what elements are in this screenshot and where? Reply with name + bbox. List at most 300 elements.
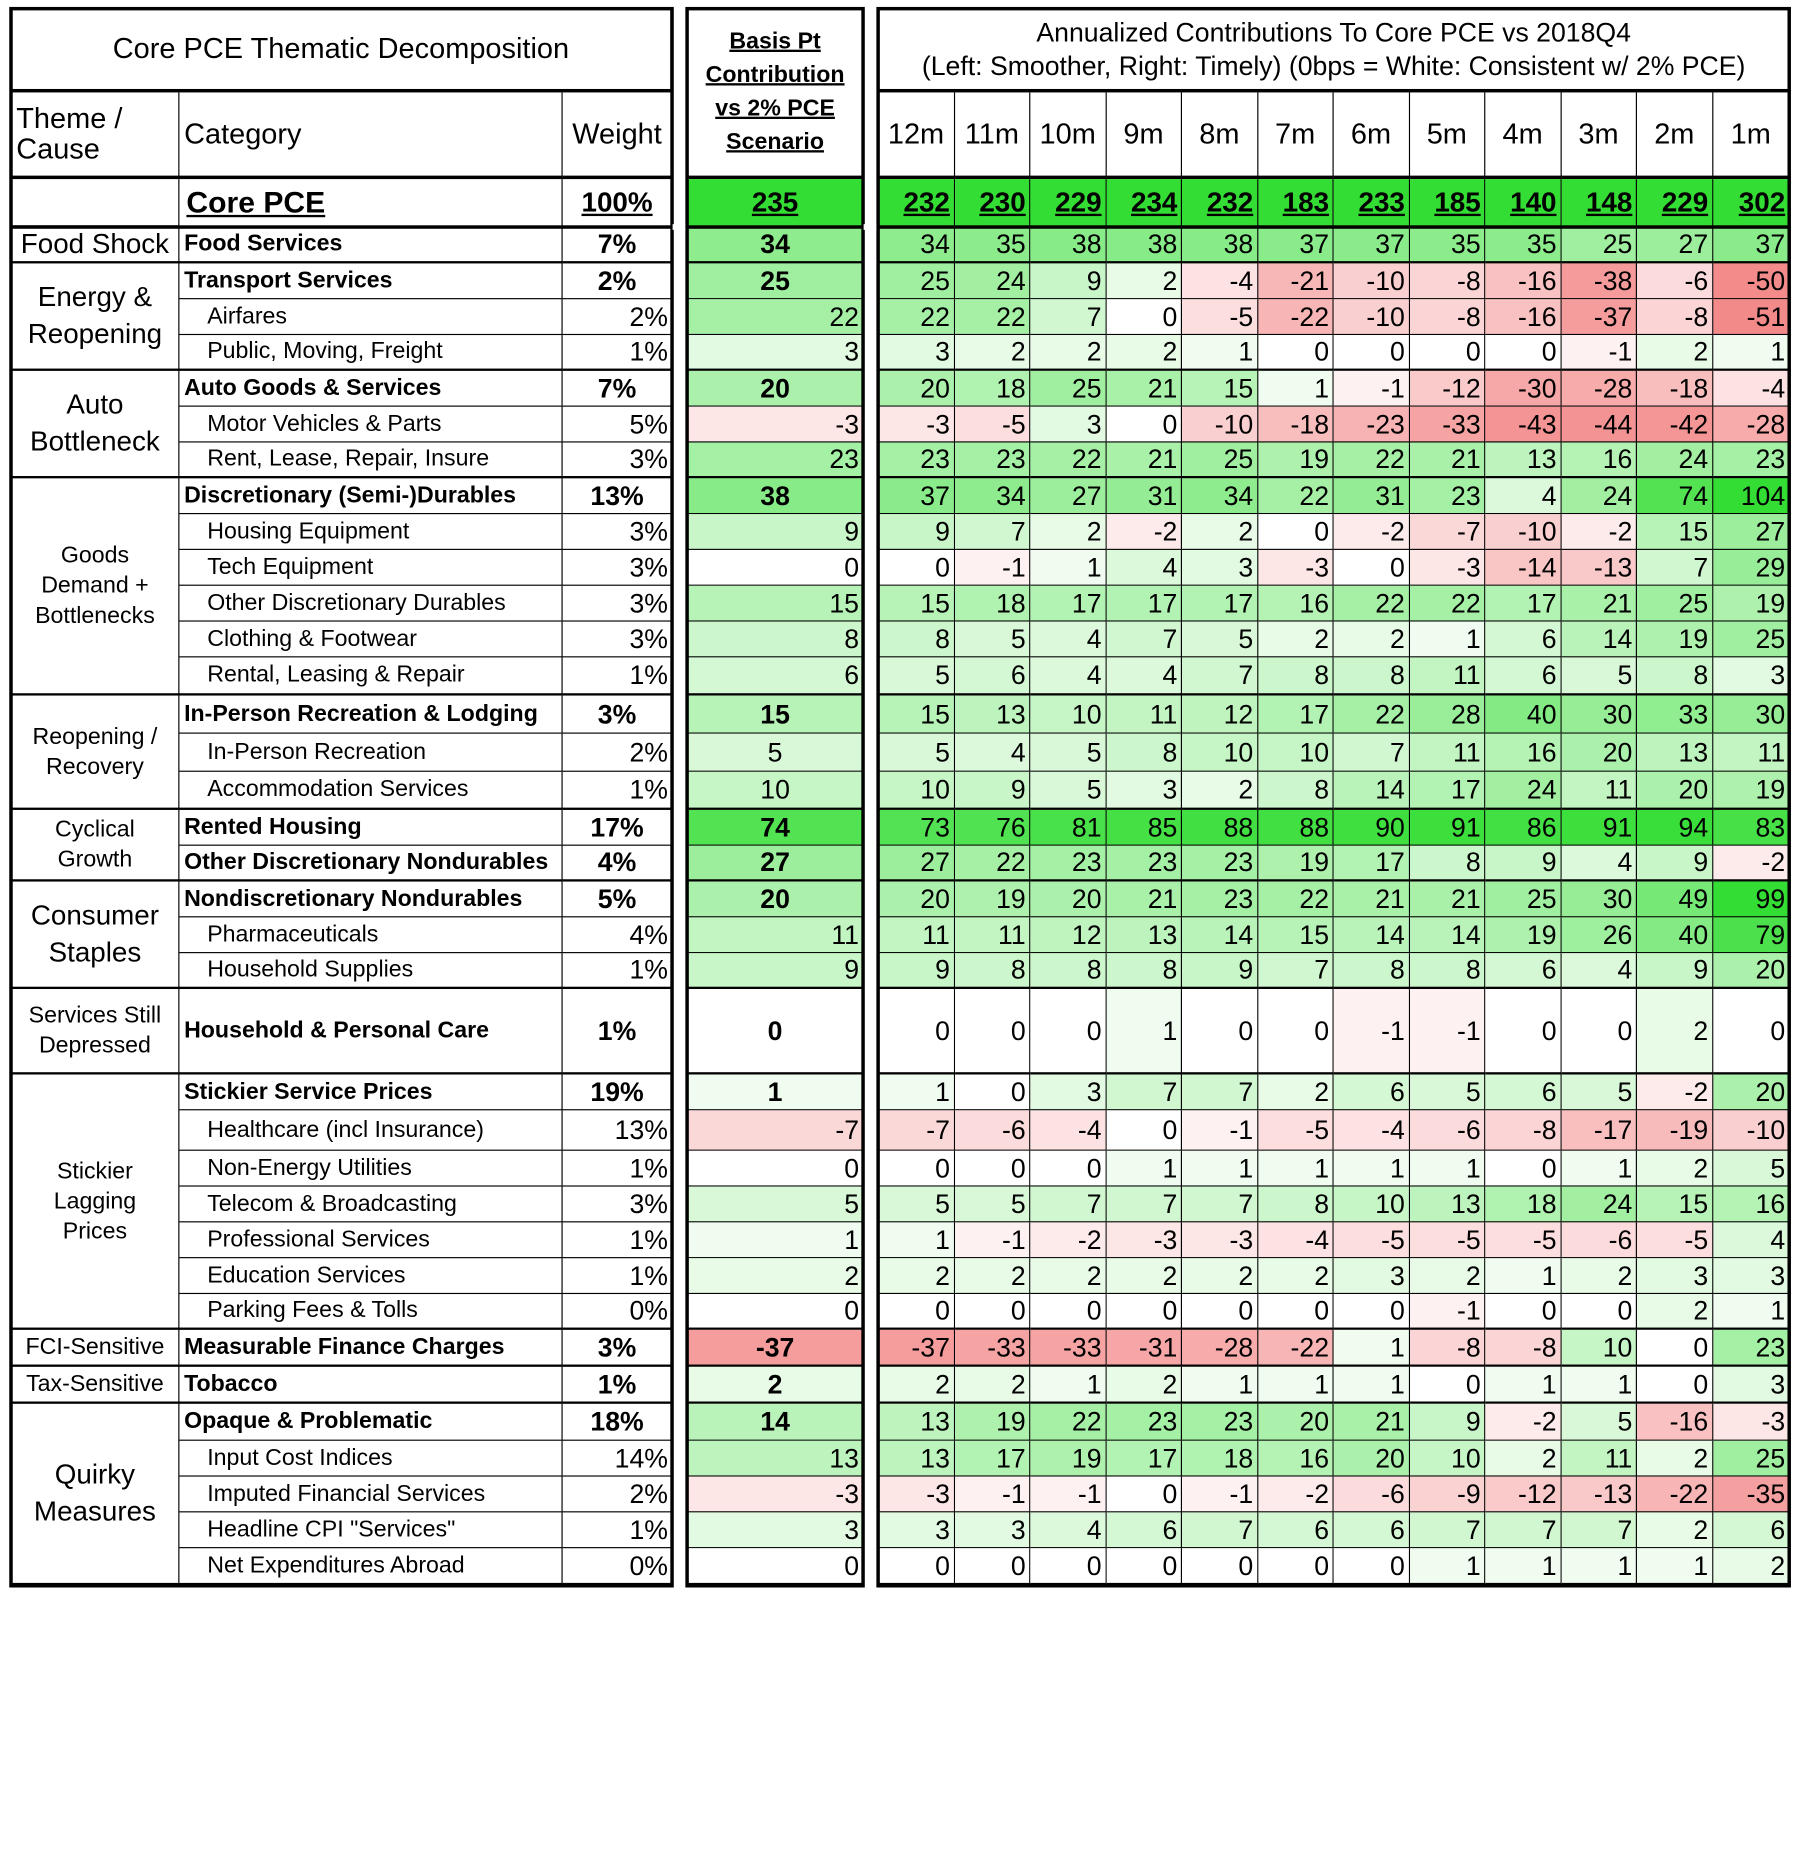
value-cell: 0	[1030, 1294, 1106, 1330]
value-cell: 0	[879, 1548, 955, 1585]
value-cell: 16	[1258, 586, 1334, 622]
value-cell: 1	[1106, 989, 1182, 1074]
value-cell: 1	[1409, 622, 1485, 658]
value-cell: 9	[955, 772, 1031, 810]
theme-label: FCI-Sensitive	[12, 1330, 180, 1367]
value-cell: 23	[1409, 478, 1485, 514]
value-cell: 2	[955, 1258, 1031, 1294]
value-cell: 140	[1485, 179, 1561, 228]
value-cell: 91	[1409, 810, 1485, 846]
value-cell: 17	[1106, 1441, 1182, 1477]
value-cell: 22	[879, 299, 955, 335]
value-cell: 1	[1030, 1367, 1106, 1404]
value-cell: 5	[1561, 657, 1637, 695]
value-cell: 73	[879, 810, 955, 846]
weight-value: 3%	[563, 1330, 672, 1367]
contribution-value: 5	[688, 734, 863, 772]
contribution-value: -3	[688, 407, 863, 443]
value-cell: 14	[1561, 622, 1637, 658]
value-cell: 4	[1713, 1222, 1789, 1258]
value-cell: -10	[1485, 514, 1561, 550]
category-label: Measurable Finance Charges	[179, 1330, 562, 1367]
value-cell: 0	[955, 1294, 1031, 1330]
value-cell: -3	[879, 407, 955, 443]
value-cell: 19	[1485, 917, 1561, 953]
weight-value: 1%	[563, 1151, 672, 1187]
value-cell: 2	[1258, 1075, 1334, 1111]
contribution-value: 0	[688, 989, 863, 1074]
value-cell: 37	[1713, 228, 1789, 264]
value-cell: 2	[1334, 622, 1410, 658]
value-cell: 27	[1713, 514, 1789, 550]
value-cell: 302	[1713, 179, 1789, 228]
weight-value: 18%	[563, 1404, 672, 1441]
value-cell: 33	[1637, 696, 1713, 734]
value-cell: 0	[879, 989, 955, 1074]
value-cell: 2	[1637, 1294, 1713, 1330]
value-cell: 35	[955, 228, 1031, 264]
value-cell: 81	[1030, 810, 1106, 846]
value-cell: -14	[1485, 550, 1561, 586]
value-cell: 0	[1485, 1294, 1561, 1330]
value-cell: -1	[1334, 989, 1410, 1074]
value-cell: 5	[879, 734, 955, 772]
category-label: Airfares	[179, 299, 562, 335]
value-cell: 20	[1030, 882, 1106, 918]
value-cell: 2	[1637, 1512, 1713, 1548]
category-label: Opaque & Problematic	[179, 1404, 562, 1441]
value-cell: 23	[1182, 882, 1258, 918]
value-cell: -4	[1182, 263, 1258, 299]
value-cell: 35	[1409, 228, 1485, 264]
weight-value: 13%	[563, 1110, 672, 1150]
value-cell: -1	[1561, 335, 1637, 371]
value-cell: 88	[1182, 810, 1258, 846]
value-cell: 17	[1485, 586, 1561, 622]
value-cell: 5	[1561, 1075, 1637, 1111]
value-cell: -7	[879, 1110, 955, 1150]
value-cell: 4	[955, 734, 1031, 772]
value-cell: 20	[1713, 953, 1789, 989]
value-cell: 19	[1713, 772, 1789, 810]
value-cell: 3	[879, 1512, 955, 1548]
value-cell: 0	[879, 1294, 955, 1330]
value-cell: 0	[1637, 1330, 1713, 1367]
value-cell: 11	[1713, 734, 1789, 772]
category-label: Other Discretionary Durables	[179, 586, 562, 622]
value-cell: 7	[1182, 1075, 1258, 1111]
value-cell: 31	[1334, 478, 1410, 514]
contribution-value: 23	[688, 443, 863, 479]
value-cell: 8	[1030, 953, 1106, 989]
value-cell: 0	[1182, 1294, 1258, 1330]
value-cell: 1	[879, 1222, 955, 1258]
value-cell: 0	[1030, 1548, 1106, 1585]
value-cell: -1	[1182, 1477, 1258, 1513]
col-header-contribution: Basis Pt Contribution vs 2% PCE Scenario	[688, 9, 863, 179]
value-cell: -1	[1409, 989, 1485, 1074]
value-cell: -33	[955, 1330, 1031, 1367]
value-cell: 29	[1713, 550, 1789, 586]
value-cell: 20	[1334, 1441, 1410, 1477]
period-header: 12m	[879, 92, 955, 179]
value-cell: 31	[1106, 478, 1182, 514]
value-cell: 30	[1713, 696, 1789, 734]
contribution-value: -37	[688, 1330, 863, 1367]
value-cell: 19	[955, 882, 1031, 918]
value-cell: 1	[1561, 1151, 1637, 1187]
value-cell: 6	[955, 657, 1031, 695]
value-cell: -10	[1334, 263, 1410, 299]
value-cell: 19	[1258, 846, 1334, 882]
period-header: 2m	[1637, 92, 1713, 179]
value-cell: 2	[879, 1258, 955, 1294]
value-cell: 1	[1637, 1548, 1713, 1585]
value-cell: 0	[1258, 1548, 1334, 1585]
value-cell: 25	[1561, 228, 1637, 264]
value-cell: 9	[879, 953, 955, 989]
value-cell: -37	[879, 1330, 955, 1367]
period-header: 7m	[1258, 92, 1334, 179]
category-label: Rent, Lease, Repair, Insure	[179, 443, 562, 479]
value-cell: 22	[1409, 586, 1485, 622]
value-cell: 6	[1485, 953, 1561, 989]
value-cell: 25	[1713, 1441, 1789, 1477]
value-cell: -12	[1485, 1477, 1561, 1513]
category-label: Rental, Leasing & Repair	[179, 657, 562, 695]
value-cell: 38	[1182, 228, 1258, 264]
value-cell: 20	[1637, 772, 1713, 810]
value-cell: 9	[879, 514, 955, 550]
value-cell: -17	[1561, 1110, 1637, 1150]
contribution-value: 10	[688, 772, 863, 810]
value-cell: 8	[1409, 953, 1485, 989]
contribution-value: 25	[688, 263, 863, 299]
value-cell: 49	[1637, 882, 1713, 918]
value-cell: 21	[1409, 443, 1485, 479]
value-cell: -5	[1637, 1222, 1713, 1258]
value-cell: -1	[1334, 371, 1410, 407]
value-cell: 79	[1713, 917, 1789, 953]
value-cell: -2	[1713, 846, 1789, 882]
value-cell: -22	[1258, 299, 1334, 335]
contribution-value: 235	[688, 179, 863, 228]
value-cell: 8	[1409, 846, 1485, 882]
value-cell: 2	[1637, 1151, 1713, 1187]
value-cell: 1	[1258, 1151, 1334, 1187]
value-cell: 11	[1561, 772, 1637, 810]
weight-value: 7%	[563, 371, 672, 407]
value-cell: 25	[1637, 586, 1713, 622]
value-cell: -4	[1258, 1222, 1334, 1258]
value-cell: 2	[1106, 1367, 1182, 1404]
value-cell: -5	[1258, 1110, 1334, 1150]
value-cell: -18	[1258, 407, 1334, 443]
weight-value: 1%	[563, 953, 672, 989]
value-cell: -37	[1561, 299, 1637, 335]
value-cell: 2	[955, 1367, 1031, 1404]
total-row-separator	[12, 225, 1789, 228]
category-label: Accommodation Services	[179, 772, 562, 810]
value-cell: 21	[1106, 882, 1182, 918]
value-cell: 8	[1106, 953, 1182, 989]
value-cell: 24	[1485, 772, 1561, 810]
value-cell: 3	[1334, 1258, 1410, 1294]
value-cell: 5	[879, 1187, 955, 1223]
value-cell: 34	[1182, 478, 1258, 514]
value-cell: 23	[879, 443, 955, 479]
theme-label: Food Shock	[12, 228, 180, 264]
value-cell: 40	[1485, 696, 1561, 734]
value-cell: 17	[1409, 772, 1485, 810]
period-header: 8m	[1182, 92, 1258, 179]
value-cell: -9	[1409, 1477, 1485, 1513]
value-cell: 21	[1334, 1404, 1410, 1441]
value-cell: 22	[955, 846, 1031, 882]
value-cell: 6	[1485, 1075, 1561, 1111]
value-cell: 15	[1258, 917, 1334, 953]
value-cell: -8	[1485, 1110, 1561, 1150]
value-cell: 12	[1030, 917, 1106, 953]
value-cell: 14	[1182, 917, 1258, 953]
value-cell: 0	[955, 1151, 1031, 1187]
value-cell: 37	[1258, 228, 1334, 264]
col-header-category: Category	[179, 92, 562, 179]
value-cell: 15	[879, 586, 955, 622]
value-cell: 21	[1409, 882, 1485, 918]
weight-value: 1%	[563, 335, 672, 371]
panel-title: Core PCE Thematic Decomposition	[12, 9, 672, 92]
theme-label: Tax-Sensitive	[12, 1367, 180, 1404]
value-cell: 183	[1258, 179, 1334, 228]
value-cell: 15	[1637, 514, 1713, 550]
value-cell: 20	[1713, 1075, 1789, 1111]
value-cell: 0	[1485, 335, 1561, 371]
contribution-value: 3	[688, 1512, 863, 1548]
value-cell: 1	[1182, 335, 1258, 371]
value-cell: 8	[955, 953, 1031, 989]
category-label: Headline CPI "Services"	[179, 1512, 562, 1548]
value-cell: 0	[1258, 514, 1334, 550]
value-cell: 2	[1030, 514, 1106, 550]
value-cell: -5	[1485, 1222, 1561, 1258]
value-cell: 1	[1485, 1548, 1561, 1585]
value-cell: 0	[1334, 1294, 1410, 1330]
value-cell: 25	[879, 263, 955, 299]
value-cell: 2	[1258, 1258, 1334, 1294]
value-cell: 1	[1182, 1151, 1258, 1187]
value-cell: 9	[1485, 846, 1561, 882]
value-cell: 3	[1713, 1367, 1789, 1404]
value-cell: 0	[1030, 1151, 1106, 1187]
value-cell: 230	[955, 179, 1031, 228]
value-cell: -3	[1713, 1404, 1789, 1441]
value-cell: -16	[1485, 263, 1561, 299]
weight-value: 5%	[563, 882, 672, 918]
value-cell: 10	[1561, 1330, 1637, 1367]
value-cell: -10	[1182, 407, 1258, 443]
value-cell: -3	[1258, 550, 1334, 586]
value-cell: 4	[1561, 953, 1637, 989]
weight-value: 3%	[563, 622, 672, 658]
value-cell: 232	[879, 179, 955, 228]
category-label: Input Cost Indices	[179, 1441, 562, 1477]
value-cell: 1	[1713, 335, 1789, 371]
weight-value: 1%	[563, 772, 672, 810]
value-cell: -33	[1409, 407, 1485, 443]
value-cell: -35	[1713, 1477, 1789, 1513]
value-cell: 5	[1030, 734, 1106, 772]
value-cell: 7	[1106, 622, 1182, 658]
value-cell: 23	[1713, 1330, 1789, 1367]
value-cell: -2	[1106, 514, 1182, 550]
value-cell: -8	[1409, 299, 1485, 335]
value-cell: -3	[1106, 1222, 1182, 1258]
weight-value: 1%	[563, 1258, 672, 1294]
weight-value: 3%	[563, 586, 672, 622]
value-cell: 19	[1030, 1441, 1106, 1477]
value-cell: 5	[1182, 622, 1258, 658]
value-cell: -4	[1030, 1110, 1106, 1150]
category-label: Nondiscretionary Nondurables	[179, 882, 562, 918]
category-label: Healthcare (incl Insurance)	[179, 1110, 562, 1150]
value-cell: 0	[1258, 335, 1334, 371]
value-cell: -5	[1409, 1222, 1485, 1258]
value-cell: 5	[955, 622, 1031, 658]
value-cell: 17	[1258, 696, 1334, 734]
value-cell: 0	[1106, 1477, 1182, 1513]
weight-value: 0%	[563, 1548, 672, 1585]
value-cell: 25	[1713, 622, 1789, 658]
theme-label: Services Still Depressed	[12, 989, 180, 1074]
value-cell: 16	[1713, 1187, 1789, 1223]
value-cell: -16	[1637, 1404, 1713, 1441]
value-cell: -2	[1030, 1222, 1106, 1258]
value-cell: -10	[1334, 299, 1410, 335]
value-cell: 0	[1409, 335, 1485, 371]
weight-value: 14%	[563, 1441, 672, 1477]
value-cell: 11	[1409, 657, 1485, 695]
value-cell: 27	[1637, 228, 1713, 264]
value-cell: 24	[955, 263, 1031, 299]
theme-blank	[12, 179, 180, 228]
value-cell: 8	[1334, 953, 1410, 989]
panel-gap	[673, 224, 686, 230]
value-cell: -6	[1561, 1222, 1637, 1258]
value-cell: -5	[1334, 1222, 1410, 1258]
value-cell: 4	[1030, 622, 1106, 658]
value-cell: 25	[1030, 371, 1106, 407]
contribution-value: 6	[688, 657, 863, 695]
value-cell: 25	[1182, 443, 1258, 479]
value-cell: 7	[1030, 1187, 1106, 1223]
category-label: In-Person Recreation	[179, 734, 562, 772]
value-cell: 7	[1030, 299, 1106, 335]
value-cell: 1	[1409, 1548, 1485, 1585]
value-cell: 1	[879, 1075, 955, 1111]
value-cell: 8	[1258, 1187, 1334, 1223]
value-cell: 0	[1106, 1548, 1182, 1585]
value-cell: 2	[1030, 1258, 1106, 1294]
value-cell: 20	[879, 371, 955, 407]
value-cell: 10	[1030, 696, 1106, 734]
value-cell: 5	[879, 657, 955, 695]
contribution-value: 14	[688, 1404, 863, 1441]
contribution-value: 3	[688, 335, 863, 371]
value-cell: 2	[1182, 514, 1258, 550]
panel-gap	[864, 224, 877, 230]
value-cell: 2	[1637, 989, 1713, 1074]
value-cell: 2	[1637, 335, 1713, 371]
value-cell: 6	[1334, 1075, 1410, 1111]
value-cell: 3	[1030, 407, 1106, 443]
value-cell: 1	[1334, 1367, 1410, 1404]
value-cell: 2	[1561, 1258, 1637, 1294]
value-cell: -3	[879, 1477, 955, 1513]
value-cell: 11	[1409, 734, 1485, 772]
value-cell: 1	[1258, 371, 1334, 407]
value-cell: 11	[955, 917, 1031, 953]
period-header: 6m	[1334, 92, 1410, 179]
category-label: Tech Equipment	[179, 550, 562, 586]
value-cell: -33	[1030, 1330, 1106, 1367]
weight-value: 2%	[563, 263, 672, 299]
value-cell: 13	[955, 696, 1031, 734]
value-cell: 8	[1258, 772, 1334, 810]
value-cell: 0	[1106, 1110, 1182, 1150]
value-cell: 11	[1561, 1441, 1637, 1477]
value-cell: 2	[1182, 772, 1258, 810]
value-cell: 1	[1258, 1367, 1334, 1404]
value-cell: 7	[1182, 1512, 1258, 1548]
value-cell: 13	[1106, 917, 1182, 953]
value-cell: 37	[1334, 228, 1410, 264]
contribution-value: 2	[688, 1258, 863, 1294]
value-cell: 2	[1182, 1258, 1258, 1294]
value-cell: -1	[1409, 1294, 1485, 1330]
value-cell: 15	[1182, 371, 1258, 407]
value-cell: 85	[1106, 810, 1182, 846]
value-cell: 23	[1182, 1404, 1258, 1441]
value-cell: 22	[1030, 1404, 1106, 1441]
value-cell: 19	[955, 1404, 1031, 1441]
value-cell: 86	[1485, 810, 1561, 846]
category-label: Auto Goods & Services	[179, 371, 562, 407]
value-cell: 20	[1561, 734, 1637, 772]
weight-value: 17%	[563, 810, 672, 846]
value-cell: 13	[1485, 443, 1561, 479]
value-cell: 22	[1334, 586, 1410, 622]
value-cell: 0	[1030, 989, 1106, 1074]
value-cell: 0	[1409, 1367, 1485, 1404]
value-cell: 3	[1030, 1075, 1106, 1111]
value-cell: 0	[1561, 989, 1637, 1074]
category-label: Clothing & Footwear	[179, 622, 562, 658]
value-cell: 0	[879, 550, 955, 586]
value-cell: 7	[1334, 734, 1410, 772]
value-cell: 0	[1182, 1548, 1258, 1585]
value-cell: 10	[1409, 1441, 1485, 1477]
value-cell: 18	[955, 371, 1031, 407]
value-cell: 9	[1409, 1404, 1485, 1441]
value-cell: 8	[1334, 657, 1410, 695]
value-cell: 0	[1637, 1367, 1713, 1404]
weight-value: 5%	[563, 407, 672, 443]
value-cell: 88	[1258, 810, 1334, 846]
weight-value: 1%	[563, 989, 672, 1074]
value-cell: 35	[1485, 228, 1561, 264]
value-cell: 23	[1030, 846, 1106, 882]
